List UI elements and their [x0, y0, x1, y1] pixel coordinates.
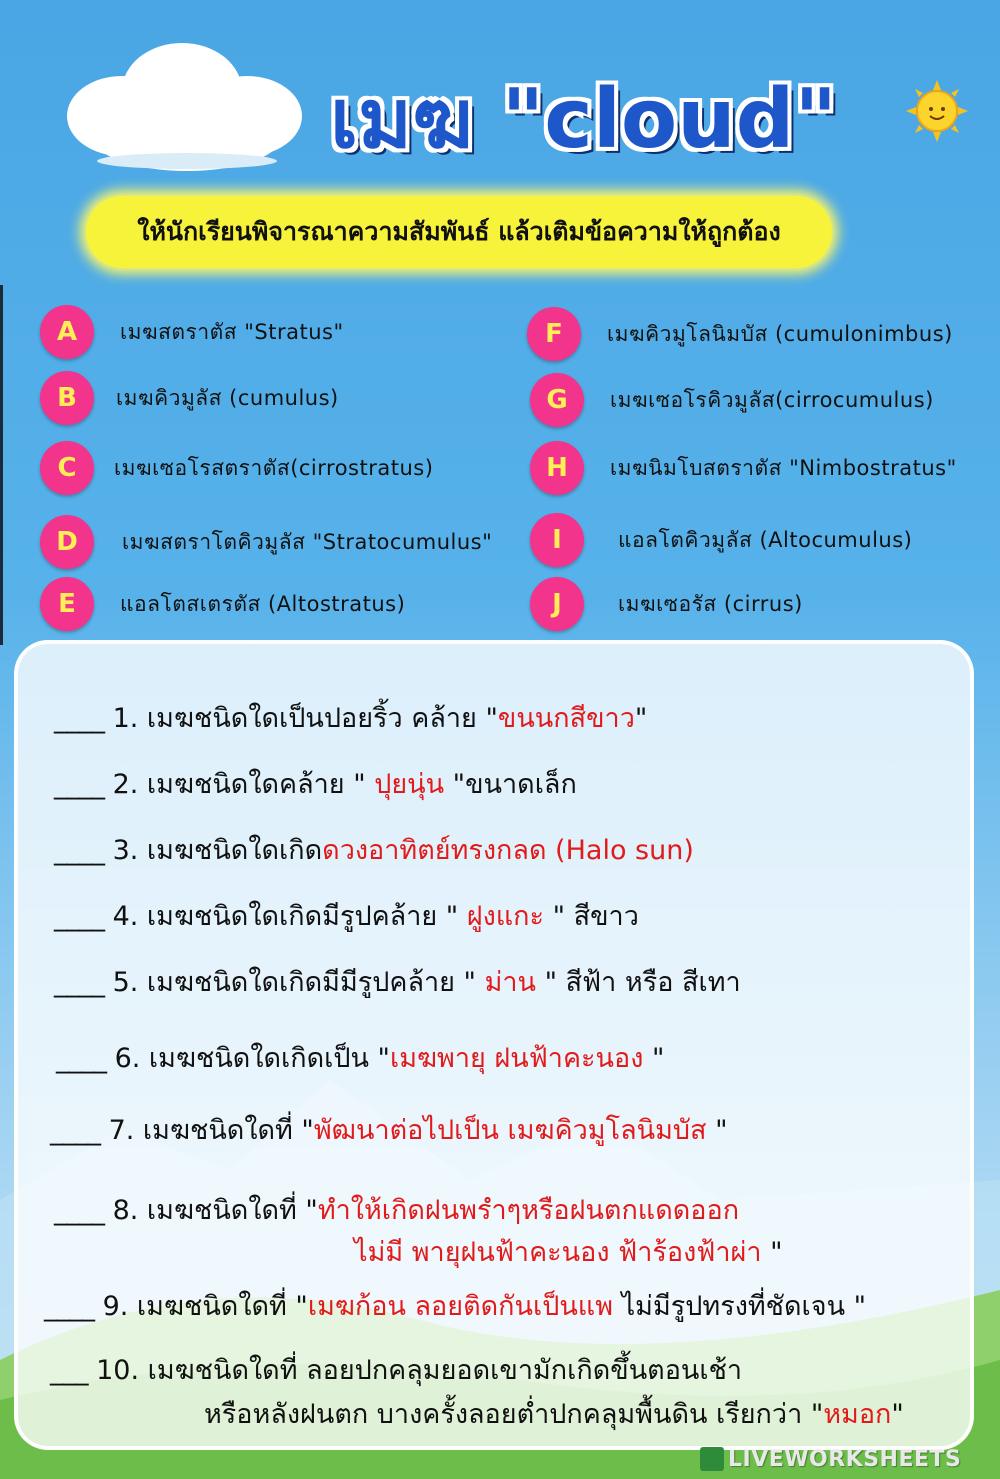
option-label: เมฆเซอโรคิวมูลัส(cirrocumulus): [610, 387, 934, 412]
question-text: 7. เมฆชนิดใดที่ ": [108, 1115, 314, 1146]
question-text-end: " สีขาว: [544, 901, 639, 932]
option-badge: G: [530, 373, 584, 427]
answer-blank[interactable]: ____: [56, 1043, 106, 1074]
option-badge: A: [40, 305, 94, 359]
question-text-end: ไม่มีรูปทรงที่ชัดเจน ": [613, 1291, 867, 1322]
question-1: [54, 696, 647, 739]
question-keyword: ม่าน: [484, 967, 536, 998]
answer-blank[interactable]: ____: [54, 1195, 104, 1226]
question-keyword: พัฒนาต่อไปเป็น เมฆคิวมูโลนิมบัส: [313, 1115, 707, 1146]
option-badge: J: [530, 577, 584, 631]
option-d: [40, 514, 492, 570]
answer-blank[interactable]: ____: [54, 703, 104, 734]
question-text-end: " สีฟ้า หรือ สีเทา: [535, 967, 741, 998]
question-text: หรือหลังฝนตก บางครั้งลอยต่ำปกคลุมพื้นดิน เรียกว่า ": [204, 1399, 824, 1430]
question-keyword: เมฆก้อน ลอยติดกันเป็นแพ: [307, 1291, 613, 1322]
option-label: เมฆสตราตัส "Stratus": [120, 319, 344, 344]
question-keyword: ขนนกสีขาว: [497, 703, 635, 734]
option-label: แอลโตสเตรตัส (Altostratus): [120, 591, 406, 616]
option-badge: H: [530, 441, 584, 495]
question-8: [54, 1188, 739, 1231]
question-text-end: "ขนาดเล็ก: [444, 769, 577, 800]
left-edge-divider: [0, 285, 3, 645]
sun-icon: [906, 80, 968, 142]
question-text: 8. เมฆชนิดใดที่ ": [112, 1195, 318, 1226]
option-c: [40, 440, 433, 496]
option-label: เมฆคิวมูลัส (cumulus): [116, 385, 339, 410]
question-keyword: ดวงอาทิตย์ทรงกลด (Halo sun): [322, 835, 694, 866]
option-e: [40, 576, 405, 632]
question-10: [50, 1348, 742, 1391]
question-5: [54, 960, 741, 1003]
question-10-line-2: [204, 1392, 904, 1435]
option-label: เมฆนิมโบสตราตัส "Nimbostratus": [610, 455, 957, 480]
question-8-line-2: [354, 1230, 783, 1273]
option-label: แอลโตคิวมูลัส (Altocumulus): [618, 527, 913, 552]
question-text: 1. เมฆชนิดใดเป็นปอยริ้ว คล้าย ": [112, 703, 498, 734]
option-badge: D: [40, 515, 94, 569]
logo-icon: [700, 1447, 724, 1471]
answer-blank[interactable]: ____: [54, 769, 104, 800]
logo-text: LIVEWORKSHEETS: [728, 1446, 962, 1472]
option-f: [527, 306, 953, 362]
instruction-banner: [86, 196, 832, 268]
question-text: 4. เมฆชนิดใดเกิดมีรูปคล้าย ": [112, 901, 467, 932]
question-keyword: เมฆพายุ ฝนฟ้าคะนอง: [389, 1043, 644, 1074]
option-badge: C: [40, 441, 94, 495]
question-text: 5. เมฆชนิดใดเกิดมีมีรูปคล้าย ": [112, 967, 485, 998]
answer-blank[interactable]: ____: [54, 835, 104, 866]
option-badge: I: [530, 513, 584, 567]
question-text: 3. เมฆชนิดใดเกิด: [112, 835, 323, 866]
option-g: [530, 372, 934, 428]
answer-blank[interactable]: ____: [54, 901, 104, 932]
question-text-end: ": [634, 703, 648, 734]
option-label: เมฆเซอรัส (cirrus): [618, 591, 803, 616]
option-label: เมฆเซอโรสตราตัส(cirrostratus): [114, 455, 434, 480]
cloud-decoration: [62, 36, 312, 176]
option-label: เมฆคิวมูโลนิมบัส (cumulonimbus): [607, 321, 953, 346]
option-badge: F: [527, 307, 581, 361]
liveworksheets-logo: [700, 1444, 961, 1474]
option-i: [530, 512, 912, 568]
question-text-end: ": [643, 1043, 665, 1074]
question-keyword: หมอก: [823, 1399, 892, 1430]
question-text-end: ": [891, 1399, 904, 1430]
option-b: [40, 370, 339, 426]
question-9: [44, 1284, 866, 1327]
page-title: เมฆ "cloud": [330, 72, 838, 167]
question-text-end: ": [761, 1237, 783, 1268]
question-3: [54, 828, 694, 871]
question-keyword: ปุยนุ่น: [374, 769, 445, 800]
question-2: [54, 762, 577, 805]
option-badge: E: [40, 577, 94, 631]
option-j: [530, 576, 803, 632]
option-a: [40, 304, 344, 360]
question-text-end: ": [706, 1115, 728, 1146]
answer-blank[interactable]: ____: [44, 1291, 94, 1322]
question-text: 6. เมฆชนิดใดเกิดเป็น ": [114, 1043, 390, 1074]
question-4: [54, 894, 639, 937]
question-text: 2. เมฆชนิดใดคล้าย ": [112, 769, 375, 800]
question-keyword: ทำให้เกิดฝนพรำๆหรือฝนตกแดดออก: [317, 1195, 740, 1226]
answer-blank[interactable]: ___: [50, 1355, 88, 1386]
question-keyword: ฝูงแกะ: [466, 901, 545, 932]
answer-blank[interactable]: ____: [50, 1115, 100, 1146]
question-text: 10. เมฆชนิดใดที่ ลอยปกคลุมยอดเขามักเกิดขึ้นตอนเช้า: [96, 1355, 743, 1386]
option-label: เมฆสตราโตคิวมูลัส "Stratocumulus": [122, 529, 493, 554]
instruction-text: ให้นักเรียนพิจารณาความสัมพันธ์ แล้วเติมข้อความให้ถูกต้อง: [137, 217, 781, 246]
option-badge: B: [40, 371, 94, 425]
question-keyword: ไม่มี พายุฝนฟ้าคะนอง ฟ้าร้องฟ้าผ่า: [354, 1237, 762, 1268]
question-text: 9. เมฆชนิดใดที่ ": [102, 1291, 308, 1322]
question-6: [56, 1036, 664, 1079]
option-h: [530, 440, 957, 496]
question-7: [50, 1108, 728, 1151]
answer-blank[interactable]: ____: [54, 967, 104, 998]
